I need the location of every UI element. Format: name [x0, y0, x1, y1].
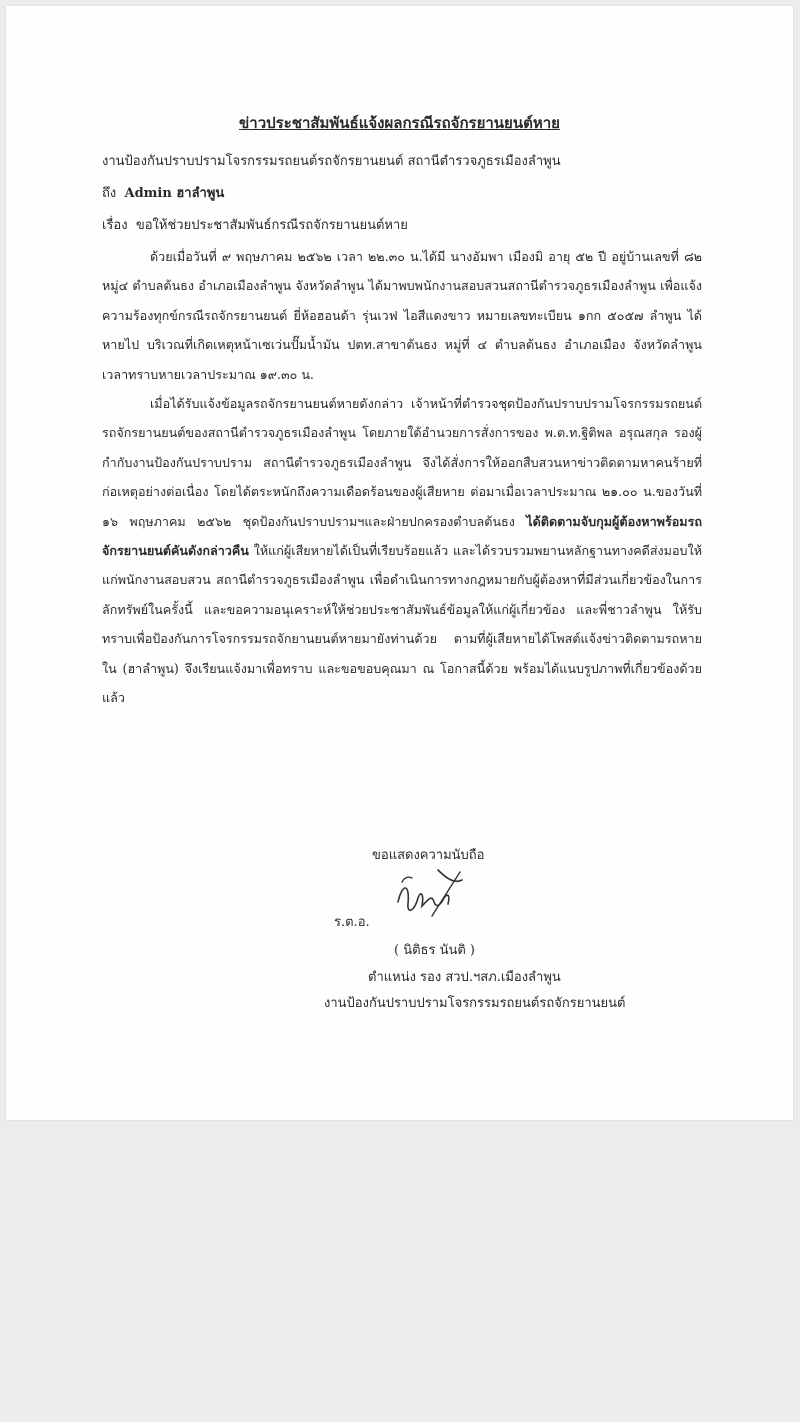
signer-unit: งานป้องกันปราบปรามโจรกรรมรถยนต์รถจักรยานยนต์: [324, 996, 626, 1011]
paragraph-2-bold: ได้ติดตามจับกุมผู้ต้องหาพร้อมรถจักรยานยนต์คันดังกล่าวคืน: [102, 513, 702, 559]
document-page: [6, 6, 793, 1120]
document-body: [102, 242, 702, 713]
handwritten-signature: [388, 864, 468, 924]
empty-viewer-area[interactable]: [0, 1120, 800, 1422]
signer-position: ตำแหน่ง รอง สวป.ฯสภ.เมืองลำพูน: [368, 970, 561, 985]
paragraph-2: [102, 389, 702, 712]
subject-value: ขอให้ช่วยประชาสัมพันธ์กรณีรถจักรยานยนต์หาย: [135, 218, 408, 233]
to-label: ถึง: [102, 186, 117, 201]
subject-line: [102, 216, 408, 236]
paragraph-2-part-b: ให้แก่ผู้เสียหายได้เป็นที่เรียบร้อยแล้ว และได้รวบรวมพยานหลักฐานทางคดีส่งมอบให้แก่พนักงานสอบสวน สถานีตำรวจภูธรเมืองลำพูน เพื่อดำเนินการทางกฎหมายกับผู้ต้องหาที่มีส่วนเกี่ยวข้องในการลักทรัพย์ในครั้งนี้ และขอความอนุเคราะห์ให้ช่วยประชาสัมพันธ์ข้อมูลให้แก่ผู้เกี่ยวข้อง และพี่ชาวลำพูน ให้รับทราบเพื่อป้องกันการโจรกรรมรถจักยานยนต์หายมายังท่านด้วย ตามที่ผู้เสียหายได้โพสต์แจ้งข่าวติดตามรถหายใน (ฮาลำพูน) จึงเรียนแจ้งมาเพื่อทราบ และขอขอบคุณมา ณ โอกาสนี้ด้วย พร้อมได้แนบรูปภาพที่เกี่ยวข้องด้วยแล้ว: [102, 543, 702, 706]
signer-name: ( นิติธร นันติ ): [394, 943, 476, 958]
closing-text: ขอแสดงความนับถือ: [372, 848, 485, 863]
document-title: ข่าวประชาสัมพันธ์แจ้งผลกรณีรถจักรยานยนต์หาย: [239, 114, 560, 132]
to-value: Admin ฮาลำพูน: [124, 186, 225, 201]
subject-label: เรื่อง: [102, 218, 128, 233]
paragraph-2-part-a: เมื่อได้รับแจ้งข้อมูลรถจักรยานยนต์หายดังกล่าว เจ้าหน้าที่ตำรวจชุดป้องกันปราบปรามโจรกรรมรถยนต์รถจักรยานยนต์ของสถานีตำรวจภูธรเมืองลำพูน โดยภายใต้อำนวยการสั่งการของ พ.ต.ท.ฐิติพล อรุณสกุล รองผู้กำกับงานป้องกันปราบปราม สถานีตำรวจภูธรเมืองลำพูน จึงได้สั่งการให้ออกสืบสวนหาข่าวติดตามหาคนร้ายที่ก่อเหตุอย่างต่อเนื่อง โดยได้ตระหนักถึงความเดือดร้อนของผู้เสียหาย ต่อมาเมื่อเวลาประมาณ ๒๑.๐๐ น.ของวันที่ ๑๖ พฤษภาคม ๒๕๖๒ ชุดป้องกันปราบปรามฯและฝ่ายปกครองตำบลต้นธง: [102, 396, 702, 529]
from-line: งานป้องกันปราบปรามโจรกรรมรถยนต์รถจักรยานยนต์ สถานีตำรวจภูธรเมืองลำพูน: [102, 154, 561, 169]
paragraph-1: ด้วยเมื่อวันที่ ๙ พฤษภาคม ๒๕๖๒ เวลา ๒๒.๓๐ น.ได้มี นางอัมพา เมืองมิ อายุ ๕๒ ปี อยู่บ้านเลขที่ ๘๒ หมู่๔ ตำบลต้นธง อำเภอเมืองลำพูน จังหวัดลำพูน ได้มาพบพนักงานสอบสวนสถานีตำรวจภูธรเมืองลำพูน เพื่อแจ้งความร้องทุกข์กรณีรถจักรยานยนต์ ยี่ห้อฮอนด้า รุ่นเวฟ ไอสีแดงขาว หมายเลขทะเบียน ๑กก ๕๐๕๗ ลำพูน ได้หายไป บริเวณที่เกิดเหตุหน้าเซเว่นปั๊มน้ำมัน ปตท.สาขาต้นธง หมู่ที่ ๔ ตำบลต้นธง อำเภอเมือง จังหวัดลำพูน เวลาทราบหายเวลาประมาณ ๑๙.๓๐ น.: [102, 249, 702, 382]
signer-rank: ร.ต.อ.: [334, 915, 370, 930]
to-line: [102, 184, 224, 204]
